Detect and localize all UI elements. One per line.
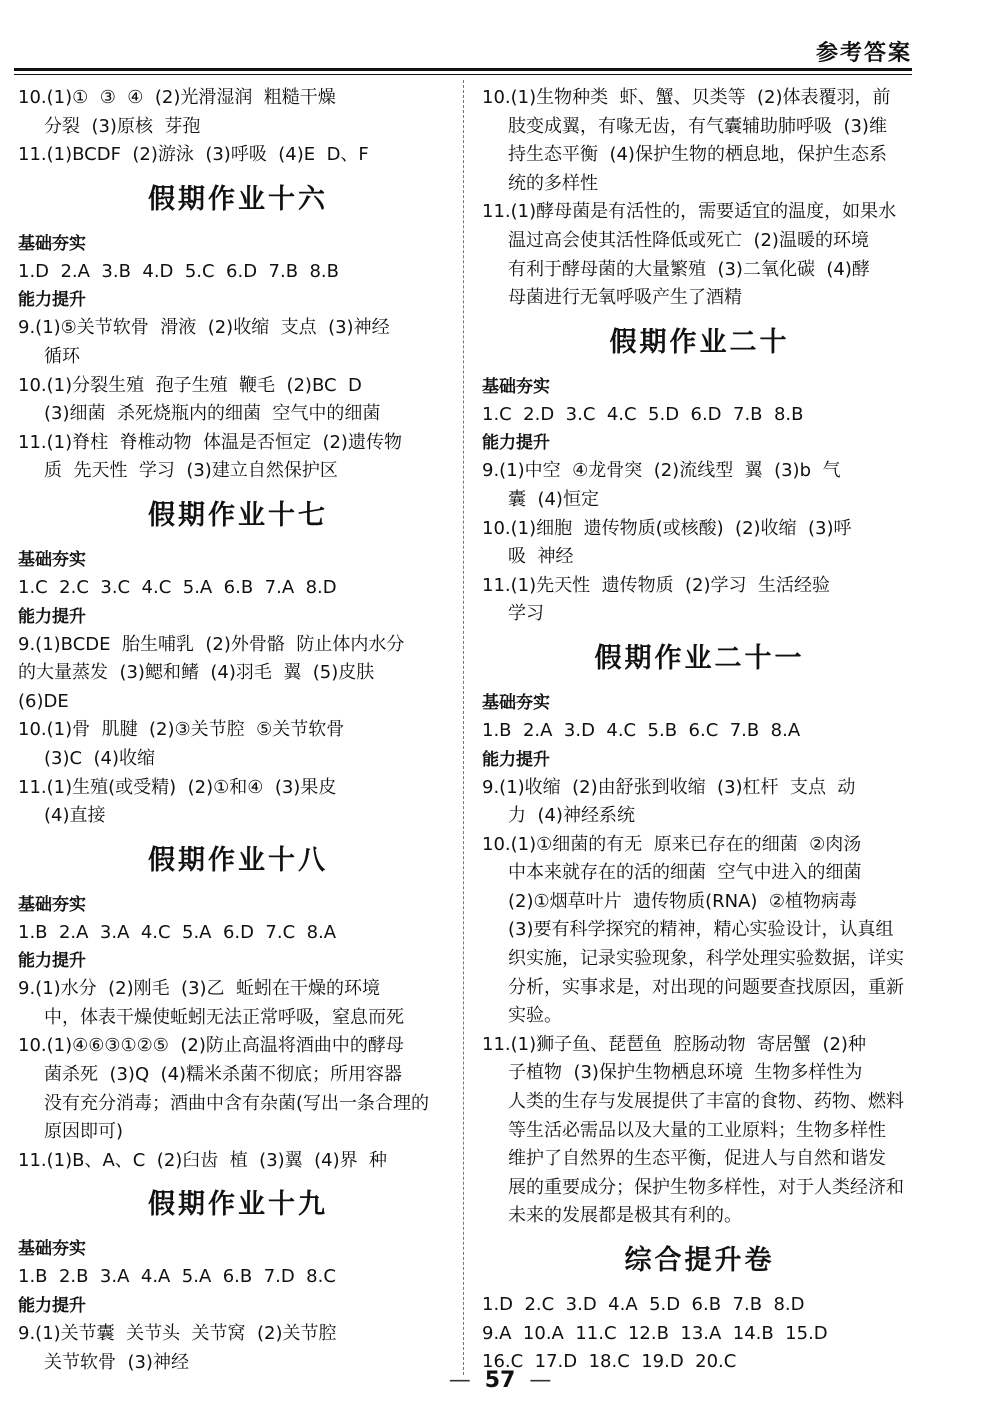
section-title: 假期作业十六 <box>148 183 328 215</box>
answer-line: 学习 <box>508 603 544 625</box>
answer-line: 16.C 17.D 18.C 19.D 20.C <box>482 1351 737 1373</box>
answer-line: 中，体表干燥使蚯蚓无法正常呼吸，窒息而死 <box>44 1006 404 1028</box>
header-rule-thick <box>14 68 912 71</box>
answer-line: 分析，实事求是，对出现的问题要查找原因，重新 <box>508 976 904 998</box>
answer-line: 吸 神经 <box>508 546 574 568</box>
answer-line: 1.B 2.B 3.A 4.A 5.A 6.B 7.D 8.C <box>18 1266 336 1288</box>
answer-line: 10.(1)分裂生殖 孢子生殖 鞭毛 (2)BC D <box>18 374 362 396</box>
answer-line: 9.(1)水分 (2)刚毛 (3)乙 蚯蚓在干燥的环境 <box>18 978 380 1000</box>
subsection-heading: 能力提升 <box>18 606 86 627</box>
answer-line: 1.D 2.A 3.B 4.D 5.C 6.D 7.B 8.B <box>18 260 340 282</box>
answer-line: 有利于酵母菌的大量繁殖 (3)二氧化碳 (4)酵 <box>508 258 870 280</box>
answer-line: 10.(1)生物种类 虾、蟹、贝类等 (2)体表覆羽，前 <box>482 87 891 108</box>
subsection-heading: 能力提升 <box>18 951 86 972</box>
answer-line: 9.(1)BCDE 胎生哺乳 (2)外骨骼 防止体内水分 <box>18 633 405 655</box>
answer-line: 11.(1)B、A、C (2)臼齿 植 (3)翼 (4)界 种 <box>18 1149 388 1171</box>
subsection-heading: 基础夯实 <box>18 1239 86 1260</box>
section-title: 假期作业十七 <box>148 499 328 531</box>
answer-line: 持生态平衡 (4)保护生物的栖息地，保护生态系 <box>508 144 887 166</box>
answer-line: 9.(1)关节囊 关节头 关节窝 (2)关节腔 <box>18 1323 337 1345</box>
answer-line: 9.(1)⑤关节软骨 滑液 (2)收缩 支点 (3)神经 <box>18 317 390 339</box>
answer-line: 1.B 2.A 3.A 4.C 5.A 6.D 7.C 8.A <box>18 921 337 943</box>
answer-line: 1.D 2.C 3.D 4.A 5.D 6.B 7.B 8.D <box>482 1294 805 1315</box>
subsection-heading: 能力提升 <box>18 290 86 311</box>
answer-line: (4)直接 <box>44 805 106 827</box>
footer-dash-left: — <box>448 1368 471 1393</box>
section-title: 假期作业二十一 <box>594 642 805 674</box>
answer-line: 肢变成翼，有喙无齿，有气囊辅助肺呼吸 (3)维 <box>508 115 887 137</box>
answer-line: 11.(1)生殖(或受精) (2)①和④ (3)果皮 <box>18 776 337 798</box>
answer-line: 9.A 10.A 11.C 12.B 13.A 14.B 15.D <box>482 1322 828 1344</box>
answer-line: (6)DE <box>18 690 69 712</box>
answer-line: 囊 (4)恒定 <box>508 488 599 510</box>
answer-line: (3)C (4)收缩 <box>44 747 156 769</box>
answer-line: 11.(1)狮子鱼、琵琶鱼 腔肠动物 寄居蟹 (2)种 <box>482 1033 866 1055</box>
answer-line: 原因即可) <box>44 1121 124 1143</box>
answer-line: 1.C 2.D 3.C 4.C 5.D 6.D 7.B 8.B <box>482 403 804 425</box>
answer-line: 11.(1)酵母菌是有活性的，需要适宜的温度，如果水 <box>482 201 897 223</box>
header-rule-thin <box>14 74 912 75</box>
section-title: 假期作业二十 <box>609 326 790 358</box>
section-title: 综合提升卷 <box>624 1245 775 1276</box>
answer-line: 9.(1)收缩 (2)由舒张到收缩 (3)杠杆 支点 动 <box>482 776 856 798</box>
answer-line: 展的重要成分；保护生物多样性，对于人类经济和 <box>508 1176 904 1198</box>
answer-line: 分裂 (3)原核 芽孢 <box>44 115 201 137</box>
answer-line: (3)细菌 杀死烧瓶内的细菌 空气中的细菌 <box>44 403 381 425</box>
column-divider <box>463 80 464 1375</box>
answer-line: 11.(1)先天性 遗传物质 (2)学习 生活经验 <box>482 574 830 596</box>
answer-line: 质 先天性 学习 (3)建立自然保护区 <box>44 460 338 482</box>
subsection-heading: 基础夯实 <box>18 894 86 915</box>
answer-line: 子植物 (3)保护生物栖息环境 生物多样性为 <box>508 1062 863 1084</box>
answer-line: 实验。 <box>508 1005 562 1027</box>
answer-line: 10.(1)细胞 遗传物质(或核酸) (2)收缩 (3)呼 <box>482 517 852 539</box>
answer-line: 等生活必需品以及大量的工业原料；生物多样性 <box>508 1119 886 1141</box>
answer-line: (2)①烟草叶片 遗传物质(RNA) ②植物病毒 <box>508 890 857 912</box>
answer-line: 循环 <box>44 345 80 367</box>
answer-line: 织实施，记录实验现象，科学处理实验数据，详实 <box>508 948 904 970</box>
subsection-heading: 基础夯实 <box>482 376 550 397</box>
answer-line: 1.C 2.C 3.C 4.C 5.A 6.B 7.A 8.D <box>18 576 337 598</box>
answer-line: 统的多样性 <box>508 172 598 194</box>
section-title: 假期作业十九 <box>148 1189 328 1221</box>
subsection-heading: 基础夯实 <box>18 549 86 570</box>
answer-line: 10.(1)①细菌的有无 原来已存在的细菌 ②肉汤 <box>482 833 862 855</box>
header-title: 参考答案 <box>815 41 912 66</box>
answer-line: 11.(1)BCDF (2)游泳 (3)呼吸 (4)E D、F <box>18 144 369 166</box>
answer-line: 中本来就存在的活的细菌 空气中进入的细菌 <box>508 862 862 884</box>
section-title: 假期作业十八 <box>148 844 328 876</box>
answer-line: 母菌进行无氧呼吸产生了酒精 <box>508 287 742 309</box>
subsection-heading: 能力提升 <box>482 433 550 454</box>
answer-line: 人类的生存与发展提供了丰富的食物、药物、燃料 <box>508 1091 904 1113</box>
answer-line: 10.(1)① ③ ④ (2)光滑湿润 粗糙干燥 <box>18 87 336 108</box>
answer-line: 力 (4)神经系统 <box>508 805 635 827</box>
answer-line: 10.(1)④⑥③①②⑤ (2)防止高温将酒曲中的酵母 <box>18 1035 404 1057</box>
answer-line: 菌杀死 (3)Q (4)糯米杀菌不彻底；所用容器 <box>44 1064 403 1086</box>
answer-line: 1.B 2.A 3.D 4.C 5.B 6.C 7.B 8.A <box>482 719 801 741</box>
answer-line: 温过高会使其活性降低或死亡 (2)温暖的环境 <box>508 229 869 251</box>
subsection-heading: 能力提升 <box>18 1296 86 1317</box>
left-column <box>18 84 458 1377</box>
answer-line: 9.(1)中空 ④龙骨突 (2)流线型 翼 (3)b 气 <box>482 460 841 482</box>
answer-line: 的大量蒸发 (3)鳃和鳍 (4)羽毛 翼 (5)皮肤 <box>18 662 375 684</box>
subsection-heading: 能力提升 <box>482 749 550 770</box>
answer-line: 11.(1)脊柱 脊椎动物 体温是否恒定 (2)遗传物 <box>18 431 402 453</box>
answer-line: 10.(1)骨 肌腱 (2)③关节腔 ⑤关节软骨 <box>18 719 345 741</box>
answer-line: (3)要有科学探究的精神，精心实验设计，认真组 <box>508 919 894 941</box>
subsection-heading: 基础夯实 <box>18 233 86 254</box>
answer-line: 未来的发展都是极其有利的。 <box>508 1205 742 1227</box>
answer-line: 维护了自然界的生态平衡，促进人与自然和谐发 <box>508 1148 886 1170</box>
footer-dash-right: — <box>529 1368 552 1393</box>
answer-line: 没有充分消毒；酒曲中含有杂菌(写出一条合理的 <box>44 1092 430 1114</box>
subsection-heading: 基础夯实 <box>482 692 550 713</box>
answer-line: 关节软骨 (3)神经 <box>44 1351 189 1373</box>
right-column <box>482 84 917 1377</box>
page-number: 57 <box>484 1368 516 1393</box>
page-footer <box>0 1368 1000 1393</box>
